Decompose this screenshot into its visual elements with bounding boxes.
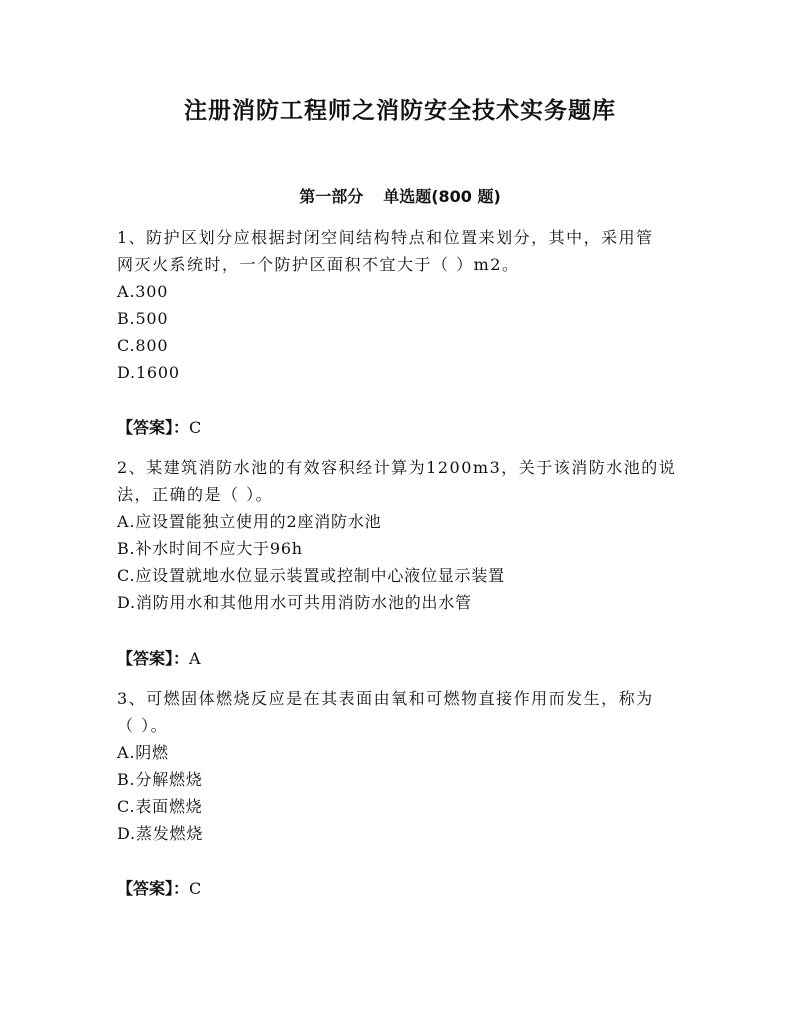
question-stem-line: 1、防护区划分应根据封闭空间结构特点和位置来划分，其中，采用管 — [117, 228, 654, 247]
option-c: C.表面燃烧 — [117, 797, 203, 816]
answer-value: C — [189, 879, 202, 898]
answer-1 — [117, 414, 201, 441]
answer-3 — [117, 875, 201, 902]
question-stem-line: 网灭火系统时，一个防护区面积不宜大于（ ）m2。 — [117, 255, 520, 274]
answer-2 — [117, 645, 201, 672]
question-3 — [117, 685, 687, 847]
answer-label: 【答案】： — [117, 418, 190, 437]
question-stem-line: 3、可燃固体燃烧反应是在其表面由氧和可燃物直接作用而发生，称为 — [117, 689, 654, 708]
section-heading — [0, 184, 800, 207]
option-a: A.阴燃 — [117, 743, 169, 762]
section-type: 单选题(800 题) — [383, 187, 501, 206]
answer-label: 【答案】： — [117, 879, 190, 898]
option-b: B.500 — [117, 309, 169, 328]
question-stem-line: 2、某建筑消防水池的有效容积经计算为1200m3，关于该消防水池的说 — [117, 458, 677, 477]
option-d: D.消防用水和其他用水可共用消防水池的出水管 — [117, 593, 472, 612]
section-part: 第一部分 — [299, 187, 364, 206]
document-title: 注册消防工程师之消防安全技术实务题库 — [184, 98, 616, 124]
option-d: D.蒸发燃烧 — [117, 824, 204, 843]
answer-value: C — [189, 418, 202, 437]
answer-value: A — [189, 649, 201, 668]
option-b: B.补水时间不应大于96h — [117, 539, 303, 558]
question-2 — [117, 454, 687, 616]
question-stem-line: （ ）。 — [117, 716, 169, 735]
option-b: B.分解燃烧 — [117, 770, 203, 789]
question-stem-line: 法，正确的是（ ）。 — [117, 485, 274, 504]
option-a: A.应设置能独立使用的2座消防水池 — [117, 512, 382, 531]
answer-label: 【答案】： — [117, 649, 190, 668]
option-a: A.300 — [117, 282, 169, 301]
option-c: C.应设置就地水位显示装置或控制中心液位显示装置 — [117, 566, 505, 585]
question-1 — [117, 224, 687, 386]
option-d: D.1600 — [117, 363, 180, 382]
option-c: C.800 — [117, 336, 169, 355]
